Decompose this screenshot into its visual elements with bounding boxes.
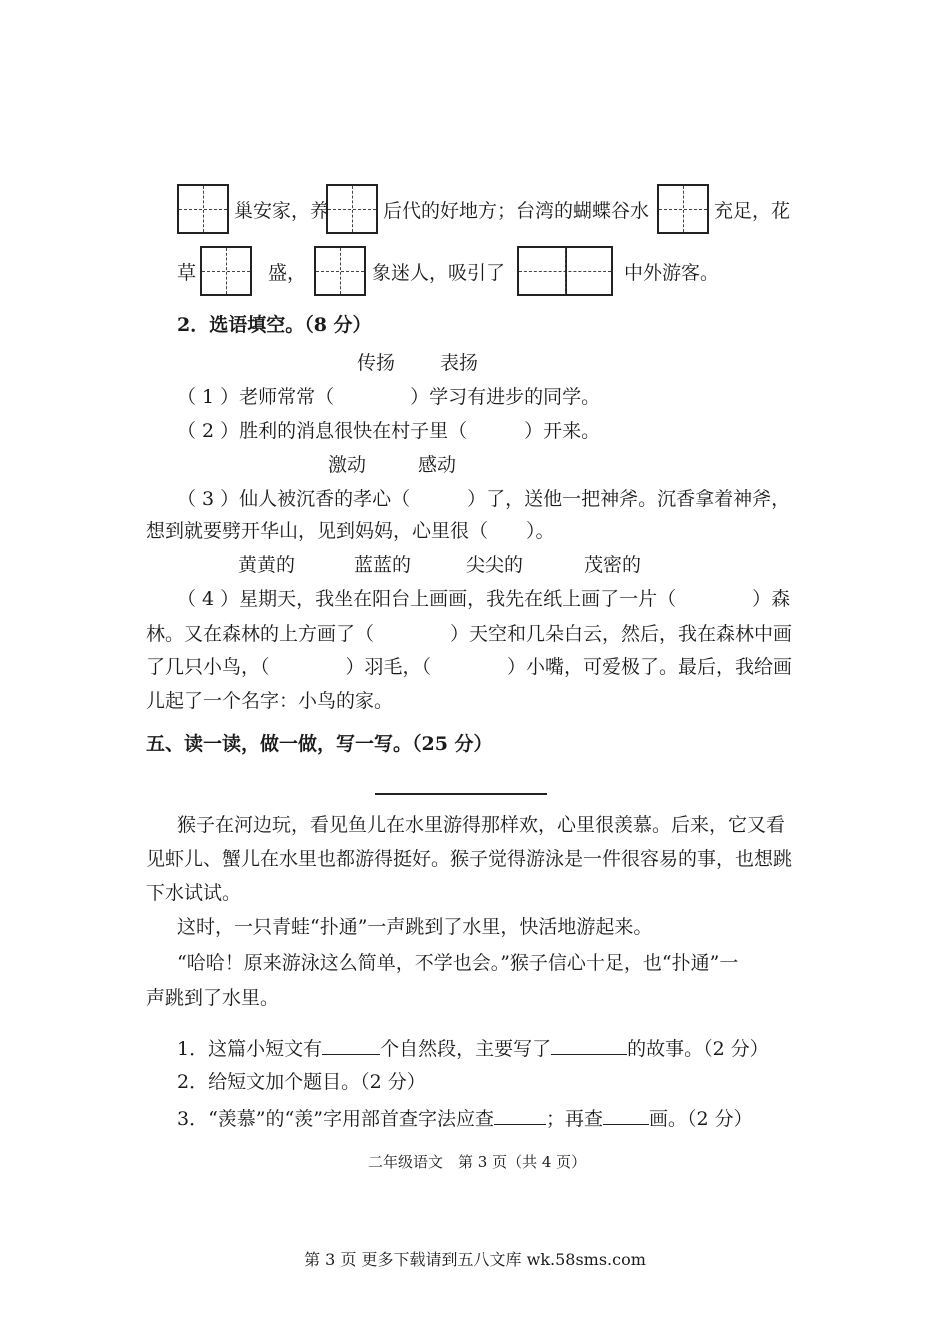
text-fragment: 中外游客。 — [624, 262, 720, 284]
answer-blank[interactable] — [603, 1104, 649, 1125]
passage-line: 见虾儿、蟹儿在水里也都游得挺好。猴子觉得游泳是一件很容易的事，也想跳 — [146, 848, 793, 870]
sentence: （ 1 ）老师常常（ ）学习有进步的同学。 — [177, 386, 601, 408]
answer-blank[interactable] — [551, 1034, 627, 1055]
section-heading: 五、读一读，做一做，写一写。（25 分） — [146, 733, 493, 755]
title-blank-line — [375, 793, 547, 795]
char-box — [326, 184, 378, 234]
page-footer: 二年级语文 第 3 页（共 4 页） — [368, 1153, 587, 1171]
text-fragment: 盛， — [268, 262, 307, 284]
word-option: 黄黄的 — [238, 554, 296, 576]
sentence: 林。又在森林的上方画了（ ）天空和几朵白云，然后，我在森林中画 — [146, 623, 793, 645]
sentence: （ 2 ）胜利的消息很快在村子里（ ）开来。 — [177, 420, 601, 442]
text-fragment: 充足，花 — [714, 200, 791, 222]
word-option: 表扬 — [440, 352, 479, 374]
word-option: 蓝蓝的 — [354, 554, 412, 576]
answer-blank[interactable] — [322, 1034, 380, 1055]
sentence: （ 4 ）星期天，我坐在阳台上画画，我先在纸上画了一片（ ）森 — [177, 588, 791, 610]
sentence: 了几只小鸟，（ ）羽毛，（ ）小嘴，可爱极了。最后，我给画 — [146, 656, 793, 678]
question-text: ；再查 — [545, 1108, 603, 1130]
sentence: （ 3 ）仙人被沉香的孝心（ ）了，送他一把神斧。沉香拿着神斧， — [177, 488, 791, 510]
question-text: 的故事。（2 分） — [627, 1038, 769, 1060]
passage-line: 猴子在河边玩，看见鱼儿在水里游得那样欢，心里很羡慕。后来，它又看 — [177, 814, 786, 836]
question-text: 个自然段，主要写了 — [380, 1038, 552, 1060]
word-option: 激动 — [328, 454, 367, 476]
char-box — [200, 246, 252, 296]
text-fragment: 后代的好地方；台湾的蝴蝶谷水 — [383, 200, 650, 222]
passage-line: 下水试试。 — [146, 882, 242, 904]
word-option: 传扬 — [357, 352, 396, 374]
text-fragment: 巢安家，养 — [234, 200, 330, 222]
question-text: 1．这篇小短文有 — [177, 1038, 323, 1060]
char-box — [177, 184, 229, 234]
question-text: 画。（2 分） — [648, 1108, 753, 1130]
word-option: 茂密的 — [584, 554, 642, 576]
passage-line: 声跳到了水里。 — [146, 987, 280, 1009]
text-fragment: 象迷人，吸引了 — [372, 262, 506, 284]
question-heading: 2．选语填空。（8 分） — [177, 314, 372, 336]
text-fragment: 草 — [177, 262, 197, 284]
sentence: 想到就要劈开华山，见到妈妈，心里很（ ）。 — [146, 520, 555, 542]
question-1 — [177, 1034, 769, 1062]
passage-line: 这时，一只青蛙“扑通”一声跳到了水里，快活地游起来。 — [177, 916, 653, 938]
char-box — [657, 184, 709, 234]
passage-line: “哈哈！原来游泳这么简单，不学也会。”猴子信心十足，也“扑通”一 — [177, 952, 739, 974]
word-option: 感动 — [418, 454, 457, 476]
char-box — [314, 246, 366, 296]
answer-blank[interactable] — [494, 1104, 546, 1125]
question-text: 3．“羡慕”的“羡”字用部首查字法应查 — [177, 1108, 494, 1130]
question-3 — [177, 1104, 753, 1132]
char-box-double — [517, 246, 613, 296]
question-2: 2．给短文加个题目。（2 分） — [177, 1071, 426, 1093]
word-option: 尖尖的 — [466, 554, 524, 576]
sentence: 儿起了一个名字：小鸟的家。 — [146, 690, 394, 712]
watermark-text: 第 3 页 更多下载请到五八文库 wk.58sms.com — [304, 1250, 646, 1269]
